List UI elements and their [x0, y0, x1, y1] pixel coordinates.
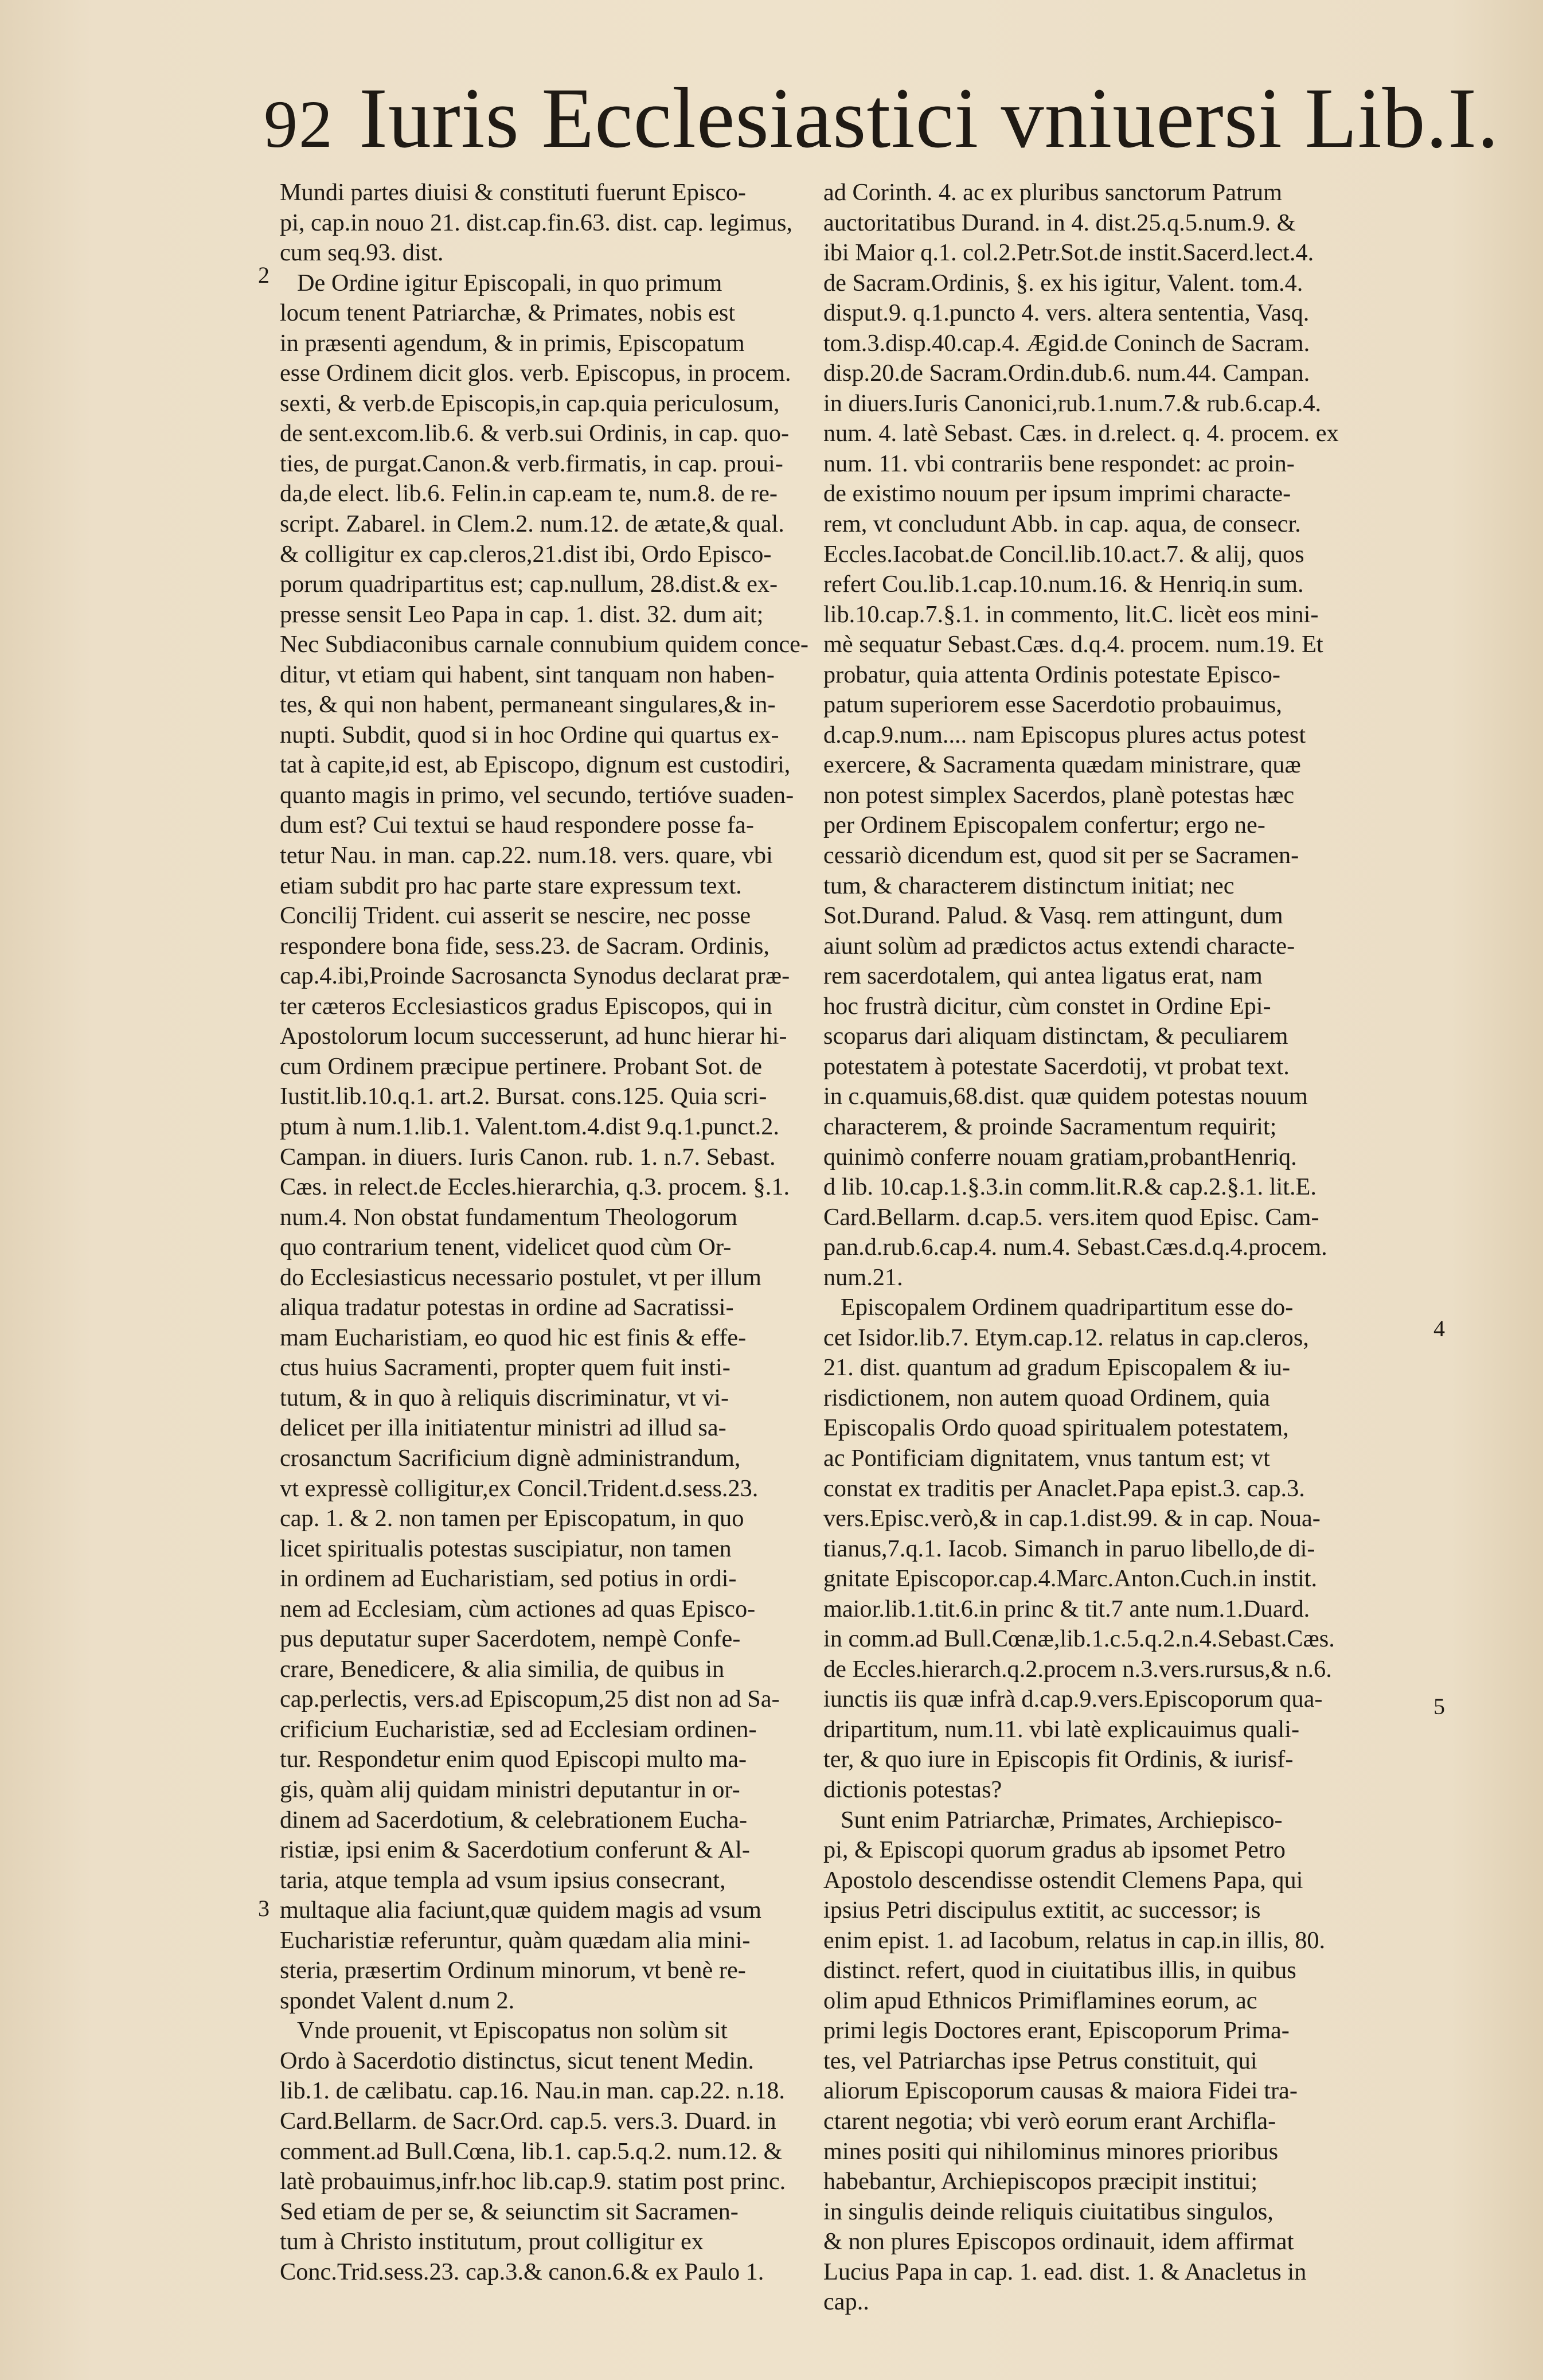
text-line: in comm.ad Bull.Cœnæ,lib.1.c.5.q.2.n.4.Sebast.Cæs.: [823, 1625, 1335, 1653]
text-line: crare, Benedicere, & alia similia, de quibus in: [280, 1655, 725, 1683]
text-line: enim epist. 1. ad Iacobum, relatus in cap.in illis, 80.: [823, 1926, 1326, 1954]
text-line: tat à capite,id est, ab Episcopo, dignum est custodiri,: [280, 751, 791, 779]
text-line: tetur Nau. in man. cap.22. num.18. vers. quare, vbi: [280, 842, 773, 869]
text-line: De Ordine igitur Episcopali, in quo primum: [297, 269, 722, 296]
text-line: tianus,7.q.1. Iacob. Simanch in paruo libello,de di-: [823, 1535, 1315, 1562]
text-line: Card.Bellarm. d.cap.5. vers.item quod Episc. Cam-: [823, 1203, 1319, 1231]
text-line: exercere, & Sacramenta quædam ministrare, quæ: [823, 751, 1301, 779]
text-line: in diuers.Iuris Canonici,rub.1.num.7.& rub.6.cap.4.: [823, 389, 1322, 417]
text-line: pi, & Episcopi quorum gradus ab ipsomet Petro: [823, 1836, 1286, 1864]
text-line: tur. Respondetur enim quod Episcopi multo ma-: [280, 1746, 747, 1773]
text-line: probatur, quia attenta Ordinis potestate Episco-: [823, 661, 1281, 688]
text-line: de sent.excom.lib.6. & verb.sui Ordinis, in cap. quo-: [280, 420, 790, 447]
text-line: habebantur, Archiepiscopos præcipit institui;: [823, 2168, 1258, 2195]
text-line: quinimò conferre nouam gratiam,probantHenriq.: [823, 1143, 1297, 1171]
text-line: de existimo nouum per ipsum imprimi characte-: [823, 480, 1291, 508]
text-line: disp.20.de Sacram.Ordin.dub.6. num.44. Campan.: [823, 360, 1310, 387]
text-line: ac Pontificiam dignitatem, vnus tantum est; vt: [823, 1444, 1270, 1472]
text-line: d lib. 10.cap.1.§.3.in comm.lit.R.& cap.2.§.1. lit.E.: [823, 1173, 1317, 1201]
text-line: maior.lib.1.tit.6.in princ & tit.7 ante num.1.Duard.: [823, 1595, 1310, 1622]
text-line: num. 4. latè Sebast. Cæs. in d.relect. q. 4. procem. ex: [823, 420, 1339, 447]
text-line: refert Cou.lib.1.cap.10.num.16. & Henriq.in sum.: [823, 571, 1304, 598]
text-line: quanto magis in primo, vel secundo, tertióve suaden-: [280, 781, 794, 809]
text-line: d.cap.9.num.... nam Episcopus plures actus potest: [823, 721, 1306, 748]
text-line: porum quadripartitus est; cap.nullum, 28.dist.& ex-: [280, 571, 778, 598]
text-line: script. Zabarel. in Clem.2. num.12. de ætate,& qual.: [280, 510, 784, 538]
text-line: presse sensit Leo Papa in cap. 1. dist. 32. dum ait;: [280, 600, 764, 628]
text-line: latè probauimus,infr.hoc lib.cap.9. statim post princ.: [280, 2168, 786, 2195]
text-line: quo contrarium tenent, videlicet quod cùm Or-: [280, 1234, 732, 1261]
text-line: spondet Valent d.num 2.: [280, 1987, 515, 2014]
text-line: rem sacerdotalem, qui antea ligatus erat, nam: [823, 962, 1263, 990]
text-line: ties, de purgat.Canon.& verb.firmatis, in cap. proui-: [280, 450, 783, 477]
text-line: cap.perlectis, vers.ad Episcopum,25 dist non ad Sa-: [280, 1685, 780, 1713]
text-line: Episcopalis Ordo quoad spiritualem potestatem,: [823, 1414, 1289, 1442]
text-line: dripartitum, num.11. vbi latè explicauimus quali-: [823, 1715, 1300, 1743]
text-line: constat ex traditis per Anaclet.Papa epist.3. cap.3.: [823, 1474, 1305, 1502]
text-line: licet spiritualis potestas suscipiatur, non tamen: [280, 1535, 732, 1562]
text-line: Ordo à Sacerdotio distinctus, sicut tenent Medin.: [280, 2047, 754, 2074]
text-line: & non plures Episcopos ordinauit, idem affirmat: [823, 2228, 1294, 2256]
text-line: ctus huius Sacramenti, propter quem fuit insti-: [280, 1354, 731, 1382]
text-line: ipsius Petri discipulus extitit, ac successor; is: [823, 1897, 1261, 1924]
text-line: olim apud Ethnicos Primiflamines eorum, ac: [823, 1987, 1257, 2014]
text-line: patum superiorem esse Sacerdotio probauimus,: [823, 691, 1282, 719]
text-line: cum seq.93. dist.: [280, 239, 444, 267]
text-line: ter, & quo iure in Episcopis fit Ordinis, & iurisf-: [823, 1746, 1294, 1773]
text-line: de Sacram.Ordinis, §. ex his igitur, Valent. tom.4.: [823, 269, 1303, 296]
text-line: ptum à num.1.lib.1. Valent.tom.4.dist 9.q.1.punct.2.: [280, 1113, 779, 1140]
right-column: [823, 178, 1411, 2317]
text-line: crificium Eucharistiæ, sed ad Ecclesiam ordinen-: [280, 1715, 757, 1743]
text-line: cap. 1. & 2. non tamen per Episcopatum, in quo: [280, 1505, 744, 1532]
text-line: Sot.Durand. Palud. & Vasq. rem attingunt, dum: [823, 902, 1283, 930]
text-line: ter cæteros Ecclesiasticos gradus Episcopos, qui in: [280, 992, 772, 1020]
text-line: taria, atque templa ad vsum ipsius consecrant,: [280, 1866, 726, 1894]
text-line: etiam subdit pro hac parte stare expressum text.: [280, 872, 742, 899]
text-line: in c.quamuis,68.dist. quæ quidem potestas nouum: [823, 1083, 1308, 1110]
text-line: aiunt solùm ad prædictos actus extendi characte-: [823, 932, 1295, 959]
text-line: tum à Christo institutum, prout colligitur ex: [280, 2228, 704, 2256]
text-line: 21. dist. quantum ad gradum Episcopalem & iu-: [823, 1354, 1291, 1382]
text-line: lib.1. de cælibatu. cap.16. Nau.in man. cap.22. n.18.: [280, 2077, 785, 2105]
page-header: [264, 69, 1499, 184]
text-line: auctoritatibus Durand. in 4. dist.25.q.5.num.9. &: [823, 209, 1296, 236]
text-line: primi legis Doctores erant, Episcoporum Prima-: [823, 2017, 1290, 2045]
running-title: Iuris Ecclesiastici vniuersi Lib.I.: [359, 71, 1499, 166]
text-line: in singulis deinde reliquis ciuitatibus singulos,: [823, 2198, 1274, 2225]
text-line: iunctis iis quæ infrà d.cap.9.vers.Episcoporum qua-: [823, 1685, 1323, 1713]
text-line: ctarent negotia; vbi verò eorum erant Archifla-: [823, 2108, 1276, 2135]
text-line: aliorum Episcoporum causas & maiora Fidei tra-: [823, 2077, 1298, 2105]
text-line: mam Eucharistiam, eo quod hic est finis & effe-: [280, 1324, 747, 1351]
text-line: nem ad Ecclesiam, cùm actiones ad quas Episco-: [280, 1595, 756, 1622]
margin-number: 3: [258, 1895, 269, 1921]
text-line: do Ecclesiasticus necessario postulet, vt per illum: [280, 1263, 761, 1291]
text-line: per Ordinem Episcopalem confertur; ergo ne-: [823, 811, 1265, 839]
text-line: nupti. Subdit, quod si in hoc Ordine qui quartus ex-: [280, 721, 779, 748]
text-line: in ordinem ad Eucharistiam, sed potius in ordi-: [280, 1565, 737, 1593]
text-line: risdictionem, non autem quoad Ordinem, quia: [823, 1384, 1270, 1411]
text-line: esse Ordinem dicit glos. verb. Episcopus, in procem.: [280, 360, 791, 387]
text-line: characterem, & proinde Sacramentum requirit;: [823, 1113, 1277, 1140]
text-line: Concilij Trident. cui asserit se nescire, nec posse: [280, 902, 751, 930]
text-line: steria, præsertim Ordinum minorum, vt benè re-: [280, 1957, 746, 1984]
margin-number: 4: [1433, 1316, 1445, 1341]
text-line: de Eccles.hierarch.q.2.procem n.3.vers.rursus,& n.6.: [823, 1655, 1332, 1683]
text-line: Campan. in diuers. Iuris Canon. rub. 1. n.7. Sebast.: [280, 1143, 776, 1171]
text-line: dum est? Cui textui se haud respondere posse fa-: [280, 811, 754, 839]
text-line: Mundi partes diuisi & constituti fuerunt Episco-: [280, 179, 746, 206]
text-line: ad Corinth. 4. ac ex pluribus sanctorum Patrum: [823, 179, 1282, 206]
text-line: gnitate Episcopor.cap.4.Marc.Anton.Cuch.in instit.: [823, 1565, 1318, 1593]
text-line: cessariò dicendum est, quod sit per se Sacramen-: [823, 842, 1299, 869]
text-line: in præsenti agendum, & in primis, Episcopatum: [280, 329, 745, 357]
text-line: Apostolorum locum successerunt, ad hunc hierar hi-: [280, 1023, 787, 1050]
text-line: Nec Subdiaconibus carnale connubium quidem conce-: [280, 631, 809, 658]
text-line: Vnde prouenit, vt Episcopatus non solùm sit: [297, 2017, 728, 2045]
text-line: sexti, & verb.de Episcopis,in cap.quia periculosum,: [280, 389, 780, 417]
text-line: non potest simplex Sacerdos, planè potestas hæc: [823, 781, 1295, 809]
text-line: cap.4.ibi,Proinde Sacrosancta Synodus declarat præ-: [280, 962, 790, 990]
text-line: ristiæ, ipsi enim & Sacerdotium conferunt & Al-: [280, 1836, 750, 1864]
left-column: [280, 178, 865, 2287]
text-line: num.21.: [823, 1263, 903, 1291]
text-line: ibi Maior q.1. col.2.Petr.Sot.de instit.Sacerd.lect.4.: [823, 239, 1314, 267]
text-line: ditur, vt etiam qui habent, sint tanquam non haben-: [280, 661, 775, 688]
text-line: tom.3.disp.40.cap.4. Ægid.de Coninch de Sacram.: [823, 329, 1310, 357]
text-line: mines positi qui nihilominus minores prioribus: [823, 2137, 1279, 2165]
text-line: hoc frustrà dicitur, cùm constet in Ordine Epi-: [823, 992, 1271, 1020]
text-line: Sunt enim Patriarchæ, Primates, Archiepisco-: [841, 1806, 1283, 1833]
text-line: vt expressè colligitur,ex Concil.Trident.d.sess.23.: [280, 1474, 759, 1502]
text-line: dinem ad Sacerdotium, & celebrationem Eucha-: [280, 1806, 748, 1833]
text-line: gis, quàm alij quidam ministri deputantur in or-: [280, 1776, 740, 1803]
text-line: lib.10.cap.7.§.1. in commento, lit.C. licèt eos mini-: [823, 600, 1319, 628]
text-line: potestatem à potestate Sacerdotij, vt probat text.: [823, 1052, 1290, 1080]
text-line: da,de elect. lib.6. Felin.in cap.eam te, num.8. de re-: [280, 480, 778, 508]
text-line: dictionis potestas?: [823, 1776, 1002, 1803]
text-line: distinct. refert, quod in ciuitatibus illis, in quibus: [823, 1957, 1296, 1984]
text-line: tutum, & in quo à reliquis discriminatur, vt vi-: [280, 1384, 729, 1411]
text-line: rem, vt concludunt Abb. in cap. aqua, de consecr.: [823, 510, 1301, 538]
text-line: scoparus dari aliquam distinctam, & peculiarem: [823, 1023, 1288, 1050]
text-line: Cæs. in relect.de Eccles.hierarchia, q.3. procem. §.1.: [280, 1173, 790, 1201]
text-line: multaque alia faciunt,quæ quidem magis ad vsum: [280, 1897, 761, 1924]
text-line: mè sequatur Sebast.Cæs. d.q.4. procem. num.19. Et: [823, 631, 1323, 658]
text-line: aliqua tradatur potestas in ordine ad Sacratissi-: [280, 1294, 734, 1321]
text-line: disput.9. q.1.puncto 4. vers. altera sententia, Vasq.: [823, 299, 1310, 327]
text-line: pus deputatur super Sacerdotem, nempè Confe-: [280, 1625, 741, 1653]
text-line: cap..: [823, 2288, 869, 2316]
text-line: Apostolo descendisse ostendit Clemens Papa, qui: [823, 1866, 1303, 1894]
text-line: tum, & characterem distinctum initiat; nec: [823, 872, 1235, 899]
text-line: Conc.Trid.sess.23. cap.3.& canon.6.& ex Paulo 1.: [280, 2258, 764, 2285]
text-line: pan.d.rub.6.cap.4. num.4. Sebast.Cæs.d.q.4.procem.: [823, 1234, 1327, 1261]
text-line: num. 11. vbi contrariis bene respondet: ac proin-: [823, 450, 1295, 477]
text-line: delicet per illa initiatentur ministri ad illud sa-: [280, 1414, 726, 1442]
text-line: Lucius Papa in cap. 1. ead. dist. 1. & Anacletus in: [823, 2258, 1307, 2285]
text-line: locum tenent Patriarchæ, & Primates, nobis est: [280, 299, 736, 327]
text-line: cum Ordinem præcipue pertinere. Probant Sot. de: [280, 1052, 763, 1080]
text-line: Card.Bellarm. de Sacr.Ord. cap.5. vers.3. Duard. in: [280, 2108, 776, 2135]
margin-number: 2: [258, 262, 269, 288]
text-line: num.4. Non obstat fundamentum Theologorum: [280, 1203, 738, 1231]
text-line: respondere bona fide, sess.23. de Sacram. Ordinis,: [280, 932, 769, 959]
page-number: 92: [264, 87, 334, 162]
text-line: pi, cap.in nouo 21. dist.cap.fin.63. dist. cap. legimus,: [280, 209, 792, 236]
margin-number: 5: [1433, 1694, 1445, 1719]
text-line: Sed etiam de per se, & seiunctim sit Sacramen-: [280, 2198, 739, 2225]
text-line: tes, & qui non habent, permaneant singulares,& in-: [280, 691, 776, 719]
text-line: & colligitur ex cap.cleros,21.dist ibi, Ordo Episco-: [280, 540, 772, 568]
text-line: tes, vel Patriarchas ipse Petrus constituit, qui: [823, 2047, 1257, 2074]
text-line: crosanctum Sacrificium dignè administrandum,: [280, 1444, 741, 1472]
text-line: comment.ad Bull.Cœna, lib.1. cap.5.q.2. num.12. &: [280, 2137, 783, 2165]
text-line: vers.Episc.verò,& in cap.1.dist.99. & in cap. Noua-: [823, 1505, 1321, 1532]
text-line: Episcopalem Ordinem quadripartitum esse do-: [841, 1294, 1294, 1321]
text-line: cet Isidor.lib.7. Etym.cap.12. relatus in cap.cleros,: [823, 1324, 1309, 1351]
text-line: Eccles.Iacobat.de Concil.lib.10.act.7. & alij, quos: [823, 540, 1304, 568]
text-line: Iustit.lib.10.q.1. art.2. Bursat. cons.125. Quia scri-: [280, 1083, 767, 1110]
text-line: Eucharistiæ referuntur, quàm quædam alia mini-: [280, 1926, 751, 1954]
